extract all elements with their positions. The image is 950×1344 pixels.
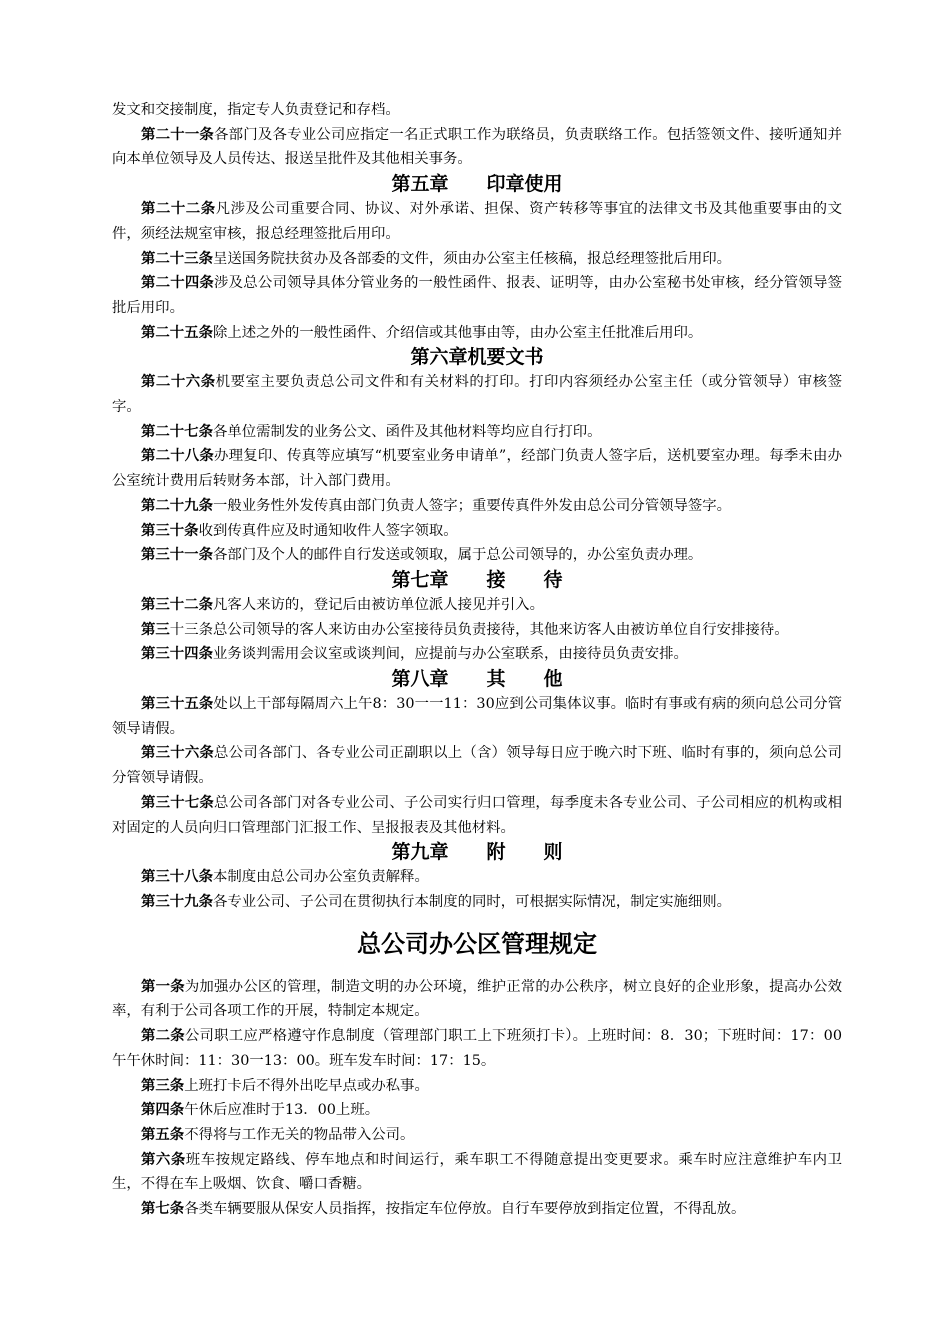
article-paragraph xyxy=(112,1098,842,1123)
article-paragraph xyxy=(112,1148,842,1197)
article-paragraph xyxy=(112,1197,842,1222)
article-text: 除上述之外的一般性函件、介绍信或其他事由等，由办公室主任批准后用印。 xyxy=(212,324,703,341)
article-paragraph xyxy=(112,642,842,667)
article-number: 第二十三条 xyxy=(141,250,213,267)
article-text: 办理复印、传真等应填写“机要室业务申请单”，经部门负责人签字后，送机要室办理。每季未由办公室统计费用后转财务本部，计入部门费用。 xyxy=(112,448,842,490)
chapter-heading: 第九章 附 则 xyxy=(391,841,563,864)
article-paragraph xyxy=(112,519,842,544)
chapter-heading: 第六章机要文书 xyxy=(410,346,544,369)
article-text: 处以上干部每隔周六上午8：30一一11：30应到公司集体议事。临时有事或有病的须向总公司分管领导请假。 xyxy=(112,696,842,737)
article-text: 业务谈判需用会议室或谈判间，应提前与办公室联系，由接待员负责安排。 xyxy=(212,646,688,663)
article-paragraph xyxy=(112,975,842,1024)
article-number: 第二十二条 xyxy=(141,201,216,218)
article-paragraph xyxy=(112,543,842,568)
article-number: 第二十九条 xyxy=(141,497,213,514)
chapter-heading: 第八章 其 他 xyxy=(391,668,563,691)
article-text: 一般业务性外发传真由部门负责人签字；重要传真件外发由总公司分管领导签字。 xyxy=(212,497,732,514)
article-number: 第三 xyxy=(141,621,170,638)
article-paragraph xyxy=(112,791,842,840)
article-number: 第三十五条 xyxy=(141,696,214,713)
article-paragraph xyxy=(112,1074,842,1099)
article-text: 各专业公司、子公司在贯彻执行本制度的同时，可根据实际情况，制定实施细则。 xyxy=(212,893,732,910)
article-number: 第三条 xyxy=(141,1077,185,1094)
article-number: 第三十九条 xyxy=(141,893,213,910)
article-text: 公司职工应严格遵守作息制度（管理部门职工上下班须打卡）。上班时间：8．30；下班时间：17：00午午休时间：11：30一13：00。班车发车时间：17：15。 xyxy=(112,1028,842,1069)
article-paragraph xyxy=(112,321,842,346)
article-number: 第三十条 xyxy=(141,522,199,539)
article-text: 各部门及各专业公司应指定一名正式职工作为联络员，负责联络工作。包括签领文件、接听通知并向本单位领导及人员传达、报送呈批件及其他相关事务。 xyxy=(112,126,842,168)
article-text: 十三条总公司领导的客人来访由办公室接待员负责接待，其他来访客人由被访单位自行安排接待。 xyxy=(169,621,789,638)
article-paragraph xyxy=(112,692,842,741)
article-number: 第三十四条 xyxy=(141,646,213,663)
article-number: 第二十四条 xyxy=(141,275,215,292)
article-paragraph xyxy=(112,1123,842,1148)
article-paragraph xyxy=(112,890,842,915)
article-text: 涉及总公司领导具体分管业务的一般性函件、报表、证明等，由办公室秘书处审核，经分管领导签批后用印。 xyxy=(112,275,842,316)
article-text: 不得将与工作无关的物品带入公司。 xyxy=(184,1126,415,1143)
article-paragraph xyxy=(112,618,842,643)
article-number: 第一条 xyxy=(141,978,185,995)
article-number: 第六条 xyxy=(141,1151,186,1168)
article-number: 第七条 xyxy=(141,1201,185,1218)
article-text: 凡客人来访的，登记后由被访单位派人接见并引入。 xyxy=(212,596,544,613)
article-text: 上班打卡后不得外出吃早点或办私事。 xyxy=(184,1077,429,1094)
article-text: 各单位需制发的业务公文、函件及其他材料等均应自行打印。 xyxy=(212,423,602,440)
article-text: 各类车辆要服从保安人员指挥，按指定车位停放。自行车要停放到指定位置，不得乱放。 xyxy=(184,1201,746,1218)
article-number: 第五条 xyxy=(141,1126,185,1143)
article-text: 为加强办公区的管理，制造文明的办公环境，维护正常的办公秩序，树立良好的企业形象，提高办公效率，有利于公司各项工作的开展，特制定本规定。 xyxy=(112,978,842,1020)
article-paragraph xyxy=(112,865,842,890)
article-paragraph xyxy=(112,123,842,172)
article-paragraph xyxy=(112,197,842,246)
article-text: 总公司各部门、各专业公司正副职以上（含）领导每日应于晚六时下班、临时有事的，须向总公司分管领导请假。 xyxy=(112,745,842,787)
chapter-heading: 第五章 印章使用 xyxy=(391,173,563,196)
chapter-heading: 第七章 接 待 xyxy=(391,568,563,591)
article-paragraph xyxy=(112,98,842,123)
article-paragraph xyxy=(112,593,842,618)
article-text: 呈送国务院扶贫办及各部委的文件，须由办公室主任核稿，报总经理签批后用印。 xyxy=(212,250,732,267)
article-number: 第三十六条 xyxy=(141,745,215,762)
article-paragraph xyxy=(112,1024,842,1073)
document-body xyxy=(112,98,842,1222)
article-paragraph xyxy=(112,741,842,790)
article-number: 第二条 xyxy=(141,1028,185,1045)
article-text: 收到传真件应及时通知收件人签字领取。 xyxy=(198,522,458,539)
article-text: 发文和交接制度，指定专人负责登记和存档。 xyxy=(112,102,400,118)
article-text: 午休后应准时于13．00上班。 xyxy=(184,1102,380,1119)
article-paragraph xyxy=(112,247,842,272)
article-text: 班车按规定路线、停车地点和时间运行，乘车职工不得随意提出变更要求。乘车时应注意维护车内卫生，不得在车上吸烟、饮食、嚼口香糖。 xyxy=(112,1151,842,1193)
article-text: 总公司各部门对各专业公司、子公司实行归口管理，每季度未各专业公司、子公司相应的机构或相对固定的人员向归口管理部门汇报工作、呈报报表及其他材料。 xyxy=(112,794,842,836)
article-text: 凡涉及公司重要合同、协议、对外承诺、担保、资产转移等事宜的法律文书及其他重要事由的文件，须经法规室审核，报总经理签批后用印。 xyxy=(112,201,842,242)
document-title: 总公司办公区管理规定 xyxy=(357,929,597,958)
article-number: 第二十六条 xyxy=(141,374,216,391)
article-text: 机要室主要负责总公司文件和有关材料的打印。打印内容须经办公室主任（或分管领导）审核签字。 xyxy=(112,374,842,416)
article-number: 第三十一条 xyxy=(141,547,213,564)
article-paragraph xyxy=(112,420,842,445)
article-number: 第二十八条 xyxy=(141,448,214,465)
article-paragraph xyxy=(112,444,842,493)
article-paragraph xyxy=(112,370,842,419)
article-text: 各部门及个人的邮件自行发送或领取，属于总公司领导的，办公室负责办理。 xyxy=(212,547,703,564)
article-number: 第三十七条 xyxy=(141,794,215,811)
article-number: 第二十一条 xyxy=(141,126,215,143)
article-number: 第四条 xyxy=(141,1102,185,1119)
article-number: 第三十八条 xyxy=(141,869,213,886)
article-number: 第三十二条 xyxy=(141,596,213,613)
article-text: 本制度由总公司办公室负责解释。 xyxy=(212,869,429,886)
article-number: 第二十七条 xyxy=(141,423,213,440)
article-number: 第二十五条 xyxy=(141,324,213,341)
article-paragraph xyxy=(112,494,842,519)
article-paragraph xyxy=(112,271,842,320)
